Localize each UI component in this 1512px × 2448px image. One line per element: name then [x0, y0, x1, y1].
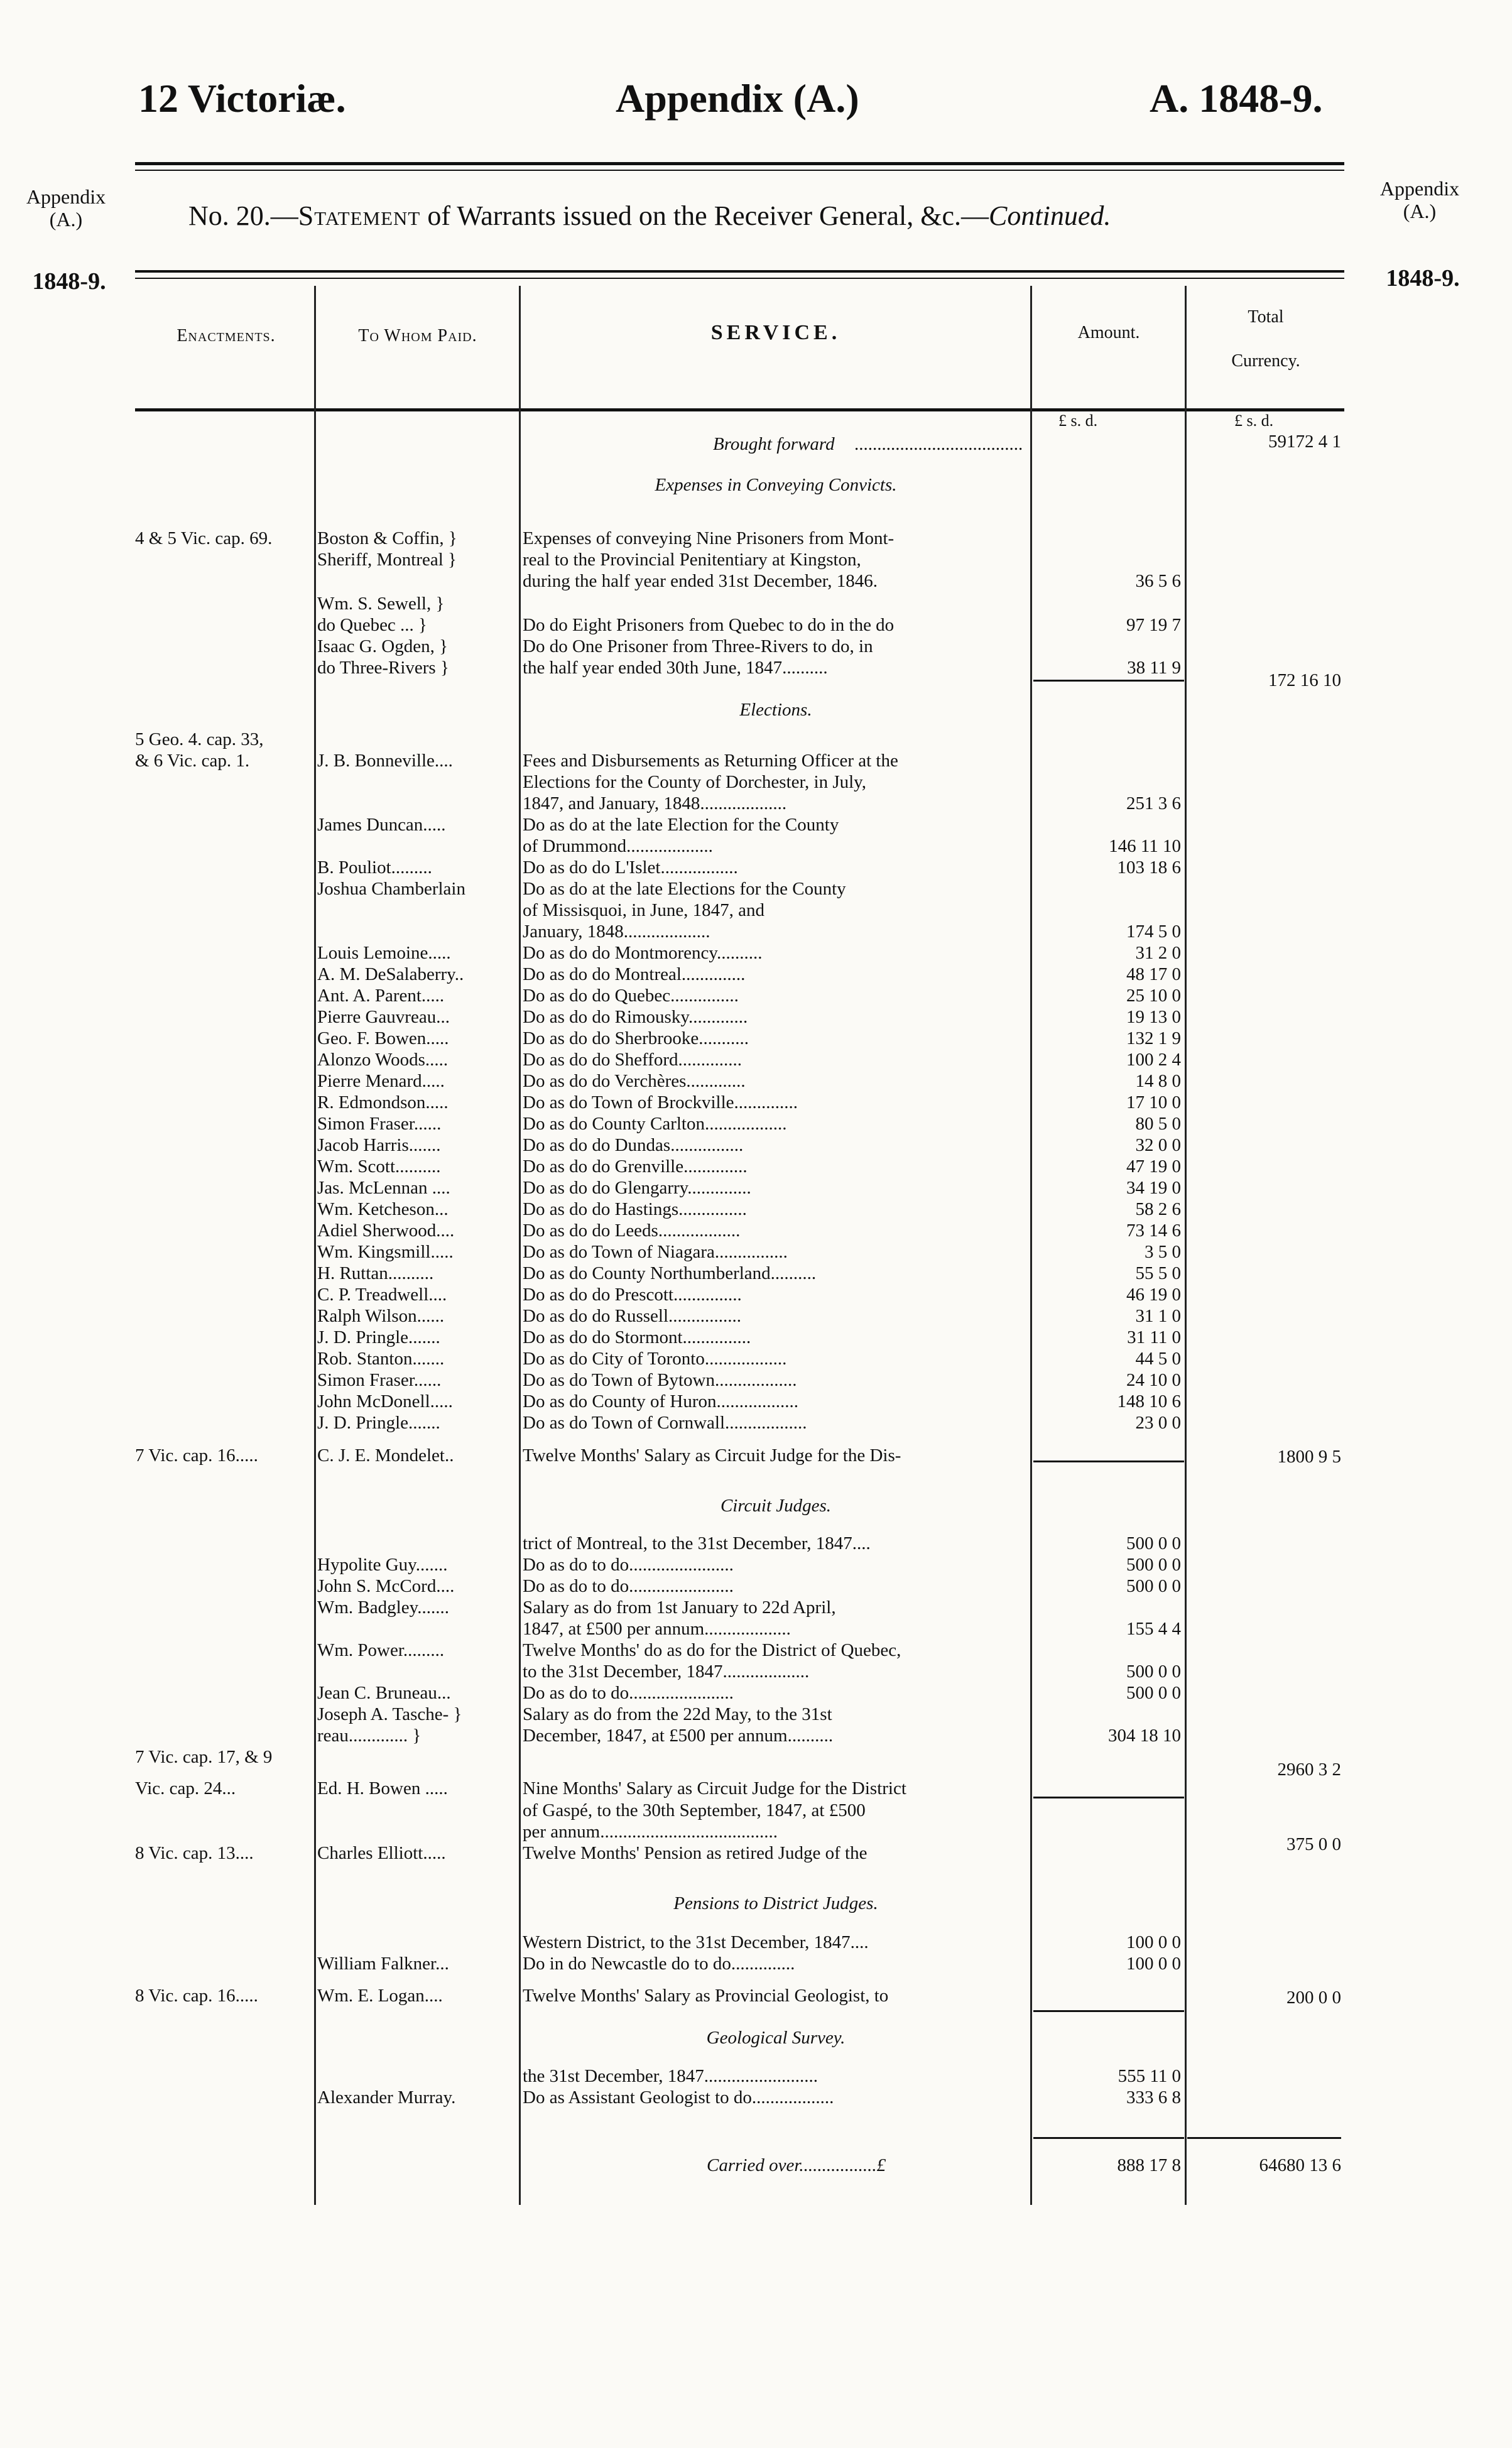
row-51-payee: reau............. } — [317, 1726, 422, 1746]
row-43-service: Do as do to do....................... — [523, 1555, 734, 1575]
row-49-service: Do as do to do....................... — [523, 1683, 734, 1703]
row-59-total: 200 0 0 — [1286, 1988, 1341, 2008]
row-58-payee: William Falkner... — [317, 1954, 449, 1974]
header-center: Appendix (A.) — [616, 76, 859, 121]
section-geology: Geological Survey. — [706, 2028, 846, 2048]
header-right: A. 1848-9. — [1150, 76, 1323, 121]
row-26-service: Do as do do Dundas................ — [523, 1135, 744, 1155]
row-29-service: Do as do do Hastings............... — [523, 1199, 747, 1219]
col-total-line2: Currency. — [1231, 351, 1300, 371]
row-29-payee: Wm. Ketcheson... — [317, 1199, 449, 1219]
row-1-service: real to the Provincial Penitentiary at Kingston, — [523, 550, 861, 570]
row-57-amount: 100 0 0 — [1126, 1932, 1181, 1952]
col-total-line1: Total — [1248, 307, 1284, 327]
row-24-payee: R. Edmondson..... — [317, 1092, 449, 1112]
row-5-service: Do do One Prisoner from Three-Rivers to do, in — [523, 636, 873, 656]
row-39-amount: 23 0 0 — [1135, 1413, 1181, 1433]
row-48-amount: 500 0 0 — [1126, 1662, 1181, 1682]
row-6-total: 172 16 10 — [1268, 670, 1341, 690]
col-to-whom-paid: To Whom Paid. — [358, 326, 477, 345]
row-45-payee: Wm. Badgley....... — [317, 1597, 449, 1618]
row-58-amount: 100 0 0 — [1126, 1954, 1181, 1974]
brought-forward-label: Brought forward — [713, 434, 835, 454]
row-30-payee: Adiel Sherwood.... — [317, 1221, 455, 1241]
row-20-payee: Pierre Gauvreau... — [317, 1007, 450, 1027]
row-35-service: Do as do do Stormont............... — [523, 1327, 751, 1347]
row-27-amount: 47 19 0 — [1126, 1156, 1181, 1177]
row-17-service: Do as do do Montmorency.......... — [523, 943, 763, 963]
row-44-amount: 500 0 0 — [1126, 1576, 1181, 1596]
row-15-service: of Missisquoi, in June, 1847, and — [523, 900, 765, 920]
rule-geology-amount — [1033, 2137, 1184, 2139]
row-31-amount: 3 5 0 — [1145, 1242, 1181, 1262]
margin-year-left: 1848-9. — [32, 268, 106, 295]
row-43-amount: 500 0 0 — [1126, 1555, 1181, 1575]
row-2-amount: 36 5 6 — [1135, 571, 1181, 591]
carried-over-amount: 888 17 8 — [1117, 2155, 1181, 2175]
row-47-service: Twelve Months' do as do for the District of Quebec, — [523, 1640, 901, 1660]
col-enactments: Enactments. — [177, 326, 276, 345]
row-36-amount: 44 5 0 — [1135, 1349, 1181, 1369]
row-56-payee: Charles Elliott..... — [317, 1843, 446, 1863]
col-service: SERVICE. — [710, 321, 841, 344]
row-28-service: Do as do do Glengarry.............. — [523, 1178, 751, 1198]
rule-convicts-amount — [1033, 680, 1184, 682]
row-51-amount: 304 18 10 — [1108, 1726, 1181, 1746]
row-47-payee: Wm. Power......... — [317, 1640, 445, 1660]
row-55-service: per annum....................................... — [523, 1822, 778, 1842]
col-amount: Amount. — [1077, 323, 1140, 342]
row-24-amount: 17 10 0 — [1126, 1092, 1181, 1112]
row-6-amount: 38 11 9 — [1127, 658, 1181, 678]
row-31-payee: Wm. Kingsmill..... — [317, 1242, 454, 1262]
row-9-service: Elections for the County of Dorchester, in July, — [523, 772, 867, 792]
section-elections: Elections. — [739, 700, 812, 720]
row-8-service: Fees and Disbursements as Returning Officer at the — [523, 751, 898, 771]
carried-over-total: 64680 13 6 — [1259, 2155, 1341, 2175]
row-36-service: Do as do City of Toronto.................. — [523, 1349, 787, 1369]
rule-pensions-amount — [1033, 2010, 1184, 2012]
row-6-service: the half year ended 30th June, 1847.......... — [523, 658, 828, 678]
row-18-payee: A. M. DeSalaberry.. — [317, 964, 464, 984]
row-34-payee: Ralph Wilson...... — [317, 1306, 445, 1326]
row-62-payee: Alexander Murray. — [317, 2087, 456, 2108]
row-4-amount: 97 19 7 — [1126, 615, 1181, 635]
row-50-payee: Joseph A. Tasche- } — [317, 1704, 462, 1724]
row-26-payee: Jacob Harris....... — [317, 1135, 441, 1155]
row-56-enact: 8 Vic. cap. 13.... — [135, 1843, 254, 1863]
row-62-service: Do as Assistant Geologist to do.................. — [523, 2087, 834, 2108]
row-60-payee: Wm. E. Logan.... — [317, 1986, 443, 2006]
title-statement: Statement — [298, 200, 421, 231]
row-6-payee: do Three-Rivers } — [317, 658, 449, 678]
rule-total-carried — [1187, 2137, 1341, 2139]
margin-year-right: 1848-9. — [1386, 265, 1460, 291]
row-32-service: Do as do County Northumberland.......... — [523, 1263, 817, 1283]
row-30-service: Do as do do Leeds.................. — [523, 1221, 741, 1241]
title-continued: Continued. — [989, 200, 1111, 231]
row-16-amount: 174 5 0 — [1126, 922, 1181, 942]
row-0-enact: 4 & 5 Vic. cap. 69. — [135, 528, 273, 548]
row-29-amount: 58 2 6 — [1135, 1199, 1181, 1219]
row-33-service: Do as do do Prescott............... — [523, 1285, 742, 1305]
row-10-service: 1847, and January, 1848................... — [523, 793, 787, 813]
row-52-total: 2960 3 2 — [1277, 1760, 1341, 1780]
row-21-payee: Geo. F. Bowen..... — [317, 1028, 449, 1048]
row-17-amount: 31 2 0 — [1135, 943, 1181, 963]
row-53-enact: Vic. cap. 24... — [135, 1778, 236, 1798]
lsd-amount-head: £ s. d. — [1058, 411, 1098, 430]
row-0-payee: Boston & Coffin, } — [317, 528, 457, 548]
row-55-total: 375 0 0 — [1286, 1834, 1341, 1854]
row-46-amount: 155 4 4 — [1126, 1619, 1181, 1639]
header-left: 12 Victoriæ. — [138, 76, 346, 121]
row-16-service: January, 1848................... — [523, 922, 710, 942]
row-20-amount: 19 13 0 — [1126, 1007, 1181, 1027]
row-44-payee: John S. McCord.... — [317, 1576, 455, 1596]
row-56-service: Twelve Months' Pension as retired Judge of the — [523, 1843, 867, 1863]
row-60-service: Twelve Months' Salary as Provincial Geologist, to — [523, 1986, 889, 2006]
row-41-enact: 7 Vic. cap. 16..... — [135, 1445, 258, 1466]
row-28-amount: 34 19 0 — [1126, 1178, 1181, 1198]
row-61-amount: 555 11 0 — [1118, 2066, 1181, 2086]
row-21-service: Do as do do Sherbrooke........... — [523, 1028, 749, 1048]
row-14-payee: Joshua Chamberlain — [317, 879, 465, 899]
row-4-payee: do Quebec ... } — [317, 615, 427, 635]
row-11-payee: James Duncan..... — [317, 815, 446, 835]
row-46-service: 1847, at £500 per annum................... — [523, 1619, 791, 1639]
row-18-service: Do as do do Montreal.............. — [523, 964, 746, 984]
row-13-payee: B. Pouliot......... — [317, 857, 432, 878]
row-54-service: of Gaspé, to the 30th September, 1847, at £500 — [523, 1800, 866, 1820]
row-49-payee: Jean C. Bruneau... — [317, 1683, 451, 1703]
row-12-service: of Drummond................... — [523, 836, 713, 856]
row-44-service: Do as do to do....................... — [523, 1576, 734, 1596]
row-22-service: Do as do do Shefford.............. — [523, 1050, 742, 1070]
row-32-payee: H. Ruttan.......... — [317, 1263, 434, 1283]
row-12-amount: 146 11 10 — [1109, 836, 1181, 856]
row-53-service: Nine Months' Salary as Circuit Judge for the District — [523, 1778, 906, 1798]
rule-circuit-amount — [1033, 1797, 1184, 1798]
margin-appendix-text: Appendix — [26, 185, 106, 208]
row-34-service: Do as do do Russell................ — [523, 1306, 741, 1326]
row-19-payee: Ant. A. Parent..... — [317, 986, 445, 1006]
row-53-payee: Ed. H. Bowen ..... — [317, 1778, 448, 1798]
section-circuit: Circuit Judges. — [720, 1496, 832, 1516]
margin-appendix-text-right: Appendix — [1379, 177, 1460, 200]
row-24-service: Do as do Town of Brockville.............. — [523, 1092, 798, 1112]
row-7-enact: 5 Geo. 4. cap. 33, — [135, 729, 264, 749]
row-8-payee: J. B. Bonneville.... — [317, 751, 453, 771]
row-43-payee: Hypolite Guy....... — [317, 1555, 448, 1575]
row-45-service: Salary as do from 1st January to 22d April, — [523, 1597, 836, 1618]
row-22-payee: Alonzo Woods..... — [317, 1050, 449, 1070]
row-39-payee: J. D. Pringle....... — [317, 1413, 440, 1433]
row-39-service: Do as do Town of Cornwall.................. — [523, 1413, 807, 1433]
row-38-service: Do as do County of Huron.................. — [523, 1391, 799, 1412]
title-number: No. 20.— — [188, 200, 298, 231]
row-35-payee: J. D. Pringle....... — [317, 1327, 440, 1347]
row-10-amount: 251 3 6 — [1126, 793, 1181, 813]
row-33-amount: 46 19 0 — [1126, 1285, 1181, 1305]
row-57-service: Western District, to the 31st December, 1847.... — [523, 1932, 869, 1952]
row-18-amount: 48 17 0 — [1126, 964, 1181, 984]
row-19-amount: 25 10 0 — [1126, 986, 1181, 1006]
row-25-amount: 80 5 0 — [1135, 1114, 1181, 1134]
row-60-enact: 8 Vic. cap. 16..... — [135, 1986, 258, 2006]
margin-appendix-label: (A.) — [49, 208, 83, 231]
row-42-service: trict of Montreal, to the 31st December, 1847.... — [523, 1533, 871, 1553]
row-40-total: 1800 9 5 — [1277, 1447, 1341, 1467]
row-62-amount: 333 6 8 — [1126, 2087, 1181, 2108]
section-pensions: Pensions to District Judges. — [673, 1893, 878, 1913]
row-35-amount: 31 11 0 — [1127, 1327, 1181, 1347]
row-4-service: Do do Eight Prisoners from Quebec to do in the do — [523, 615, 895, 635]
row-23-payee: Pierre Menard..... — [317, 1071, 445, 1091]
row-2-service: during the half year ended 31st December, 1846. — [523, 571, 878, 591]
row-49-amount: 500 0 0 — [1126, 1683, 1181, 1703]
row-61-service: the 31st December, 1847......................... — [523, 2066, 819, 2086]
section-convicts: Expenses in Conveying Convicts. — [655, 475, 897, 495]
row-8-enact: & 6 Vic. cap. 1. — [135, 751, 250, 771]
row-33-payee: C. P. Treadwell.... — [317, 1285, 447, 1305]
row-41-service: Twelve Months' Salary as Circuit Judge for the Dis- — [523, 1445, 901, 1466]
row-3-payee: Wm. S. Sewell, } — [317, 594, 445, 614]
row-50-service: Salary as do from the 22d May, to the 31st — [523, 1704, 832, 1724]
margin-appendix-label-right: (A.) — [1403, 200, 1437, 222]
row-26-amount: 32 0 0 — [1135, 1135, 1181, 1155]
carried-over-label: Carried over.................£ — [707, 2155, 886, 2175]
row-19-service: Do as do do Quebec............... — [523, 986, 739, 1006]
row-27-service: Do as do do Grenville.............. — [523, 1156, 748, 1177]
row-48-service: to the 31st December, 1847................... — [523, 1662, 810, 1682]
row-23-amount: 14 8 0 — [1135, 1071, 1181, 1091]
row-21-amount: 132 1 9 — [1126, 1028, 1181, 1048]
row-58-service: Do in do Newcastle do to do.............. — [523, 1954, 795, 1974]
row-37-amount: 24 10 0 — [1126, 1370, 1181, 1390]
row-13-service: Do as do do L'Islet................. — [523, 857, 738, 878]
row-1-payee: Sheriff, Montreal } — [317, 550, 457, 570]
row-14-service: Do as do at the late Elections for the County — [523, 879, 846, 899]
row-38-payee: John McDonell..... — [317, 1391, 453, 1412]
row-25-service: Do as do County Carlton.................. — [523, 1114, 787, 1134]
row-38-amount: 148 10 6 — [1117, 1391, 1181, 1412]
row-36-payee: Rob. Stanton....... — [317, 1349, 445, 1369]
title-rest: of Warrants issued on the Receiver General, &c.— — [420, 200, 989, 231]
row-17-payee: Louis Lemoine..... — [317, 943, 451, 963]
row-42-amount: 500 0 0 — [1126, 1533, 1181, 1553]
row-41-payee: C. J. E. Mondelet.. — [317, 1445, 454, 1466]
row-51-service: December, 1847, at £500 per annum.......... — [523, 1726, 834, 1746]
row-0-service: Expenses of conveying Nine Prisoners from Mont- — [523, 528, 895, 548]
row-32-amount: 55 5 0 — [1135, 1263, 1181, 1283]
brought-forward-total: 59172 4 1 — [1268, 432, 1341, 452]
row-37-service: Do as do Town of Bytown.................. — [523, 1370, 797, 1390]
row-22-amount: 100 2 4 — [1126, 1050, 1181, 1070]
row-23-service: Do as do do Verchères............. — [523, 1071, 746, 1091]
rule-elections-amount — [1033, 1461, 1184, 1462]
row-13-amount: 103 18 6 — [1117, 857, 1181, 878]
brought-forward-dots: ..................................... — [854, 434, 1023, 454]
row-5-payee: Isaac G. Ogden, } — [317, 636, 448, 656]
row-30-amount: 73 14 6 — [1126, 1221, 1181, 1241]
row-34-amount: 31 1 0 — [1135, 1306, 1181, 1326]
row-27-payee: Wm. Scott.......... — [317, 1156, 441, 1177]
row-20-service: Do as do do Rimousky............. — [523, 1007, 748, 1027]
row-25-payee: Simon Fraser...... — [317, 1114, 442, 1134]
row-11-service: Do as do at the late Election for the County — [523, 815, 839, 835]
row-37-payee: Simon Fraser...... — [317, 1370, 442, 1390]
row-31-service: Do as do Town of Niagara................ — [523, 1242, 788, 1262]
row-52-enact: 7 Vic. cap. 17, & 9 — [135, 1747, 273, 1767]
row-28-payee: Jas. McLennan .... — [317, 1178, 450, 1198]
lsd-total-head: £ s. d. — [1234, 411, 1274, 430]
